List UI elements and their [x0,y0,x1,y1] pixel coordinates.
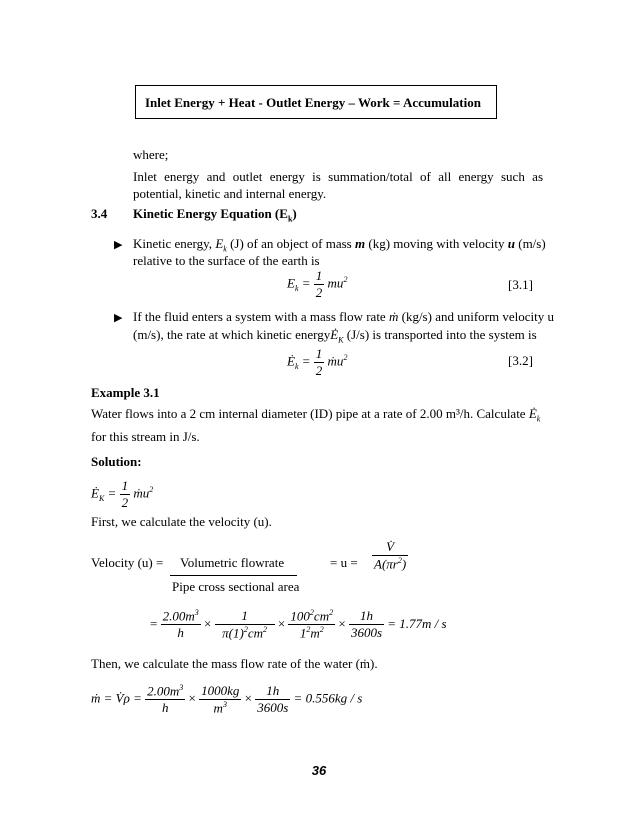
equation-3-2-tag: [3.2] [508,353,533,368]
bullet-1-line-2: relative to the surface of the earth is [133,253,320,268]
bullet-2-line-2: (m/s), the rate at which kinetic energyĖ$_K$ (J/s) is transported into the system is [133,327,537,345]
equation-3-1-tag: [3.1] [508,277,533,292]
solution-equation: $Ė_K$ = $\frac{1}{2}$ ṁu$^2$ [91,478,154,510]
velocity-numerator-text: Volumetric flowrate [180,555,285,570]
equation-3-1: $E_k$ = $\frac{1}{2}$ $mu^2$ [287,268,348,300]
example-text: Water flows into a 2 cm internal diameter (ID) pipe at a rate of 2.00 m³/h. Calculate $Ė_k$ for this stream in J/s. [91,406,541,444]
bullet-1-line-1: Kinetic energy, $E_k$ (J) of an object of mass m (kg) moving with velocity u (m/s) [133,236,546,254]
mass-flow-calculation: ṁ = V̇ρ = $\frac{2.00m^3}{h}$ × $\frac{1000kg}{m^3}$ × $\frac{1h}{3600s}$ = 0.556kg / s [91,683,363,716]
energy-balance-equation: Inlet Energy + Heat - Outlet Energy – Work = Accumulation [145,95,481,110]
velocity-formula: $\frac{V̇}{A(\pi r^2)}$ [374,539,407,572]
bullet-arrow-icon: ▶ [114,239,123,251]
first-step-text: First, we calculate the velocity (u). [91,514,272,529]
equation-3-2: $Ė_k$ = $\frac{1}{2}$ ṁu$^2$ [287,346,348,378]
where-label: where; [133,147,169,162]
velocity-denominator-text: Pipe cross sectional area [172,579,300,594]
velocity-label: Velocity (u) = [91,555,164,570]
section-number: 3.4 [91,206,108,221]
bullet-arrow-icon: ▶ [114,312,123,324]
section-title: Kinetic Energy Equation $(E_k)$ [133,206,297,224]
inlet-outlet-paragraph: Inlet energy and outlet energy is summation/total of all energy such as potential, kinetic and internal energy. [133,169,543,201]
bullet-2-line-1: If the fluid enters a system with a mass flow rate ṁ (kg/s) and uniform velocity u [133,309,554,324]
page-number: 36 [311,763,327,778]
velocity-calculation: = $\frac{2.00m^3}{h}$ × $\frac{1}{\pi(1)^2cm^2}$ × $\frac{100^2cm^2}{1^2m^2}$ × $\frac{1h}{3600s}$ = 1.77m / s [150,608,447,641]
velocity-equals: = u = [330,555,358,570]
example-title: Example 3.1 [91,385,160,400]
solution-title: Solution: [91,454,142,469]
velocity-fraction-bar [170,575,297,576]
mass-flow-step-text: Then, we calculate the mass flow rate of the water (ṁ). [91,656,378,671]
